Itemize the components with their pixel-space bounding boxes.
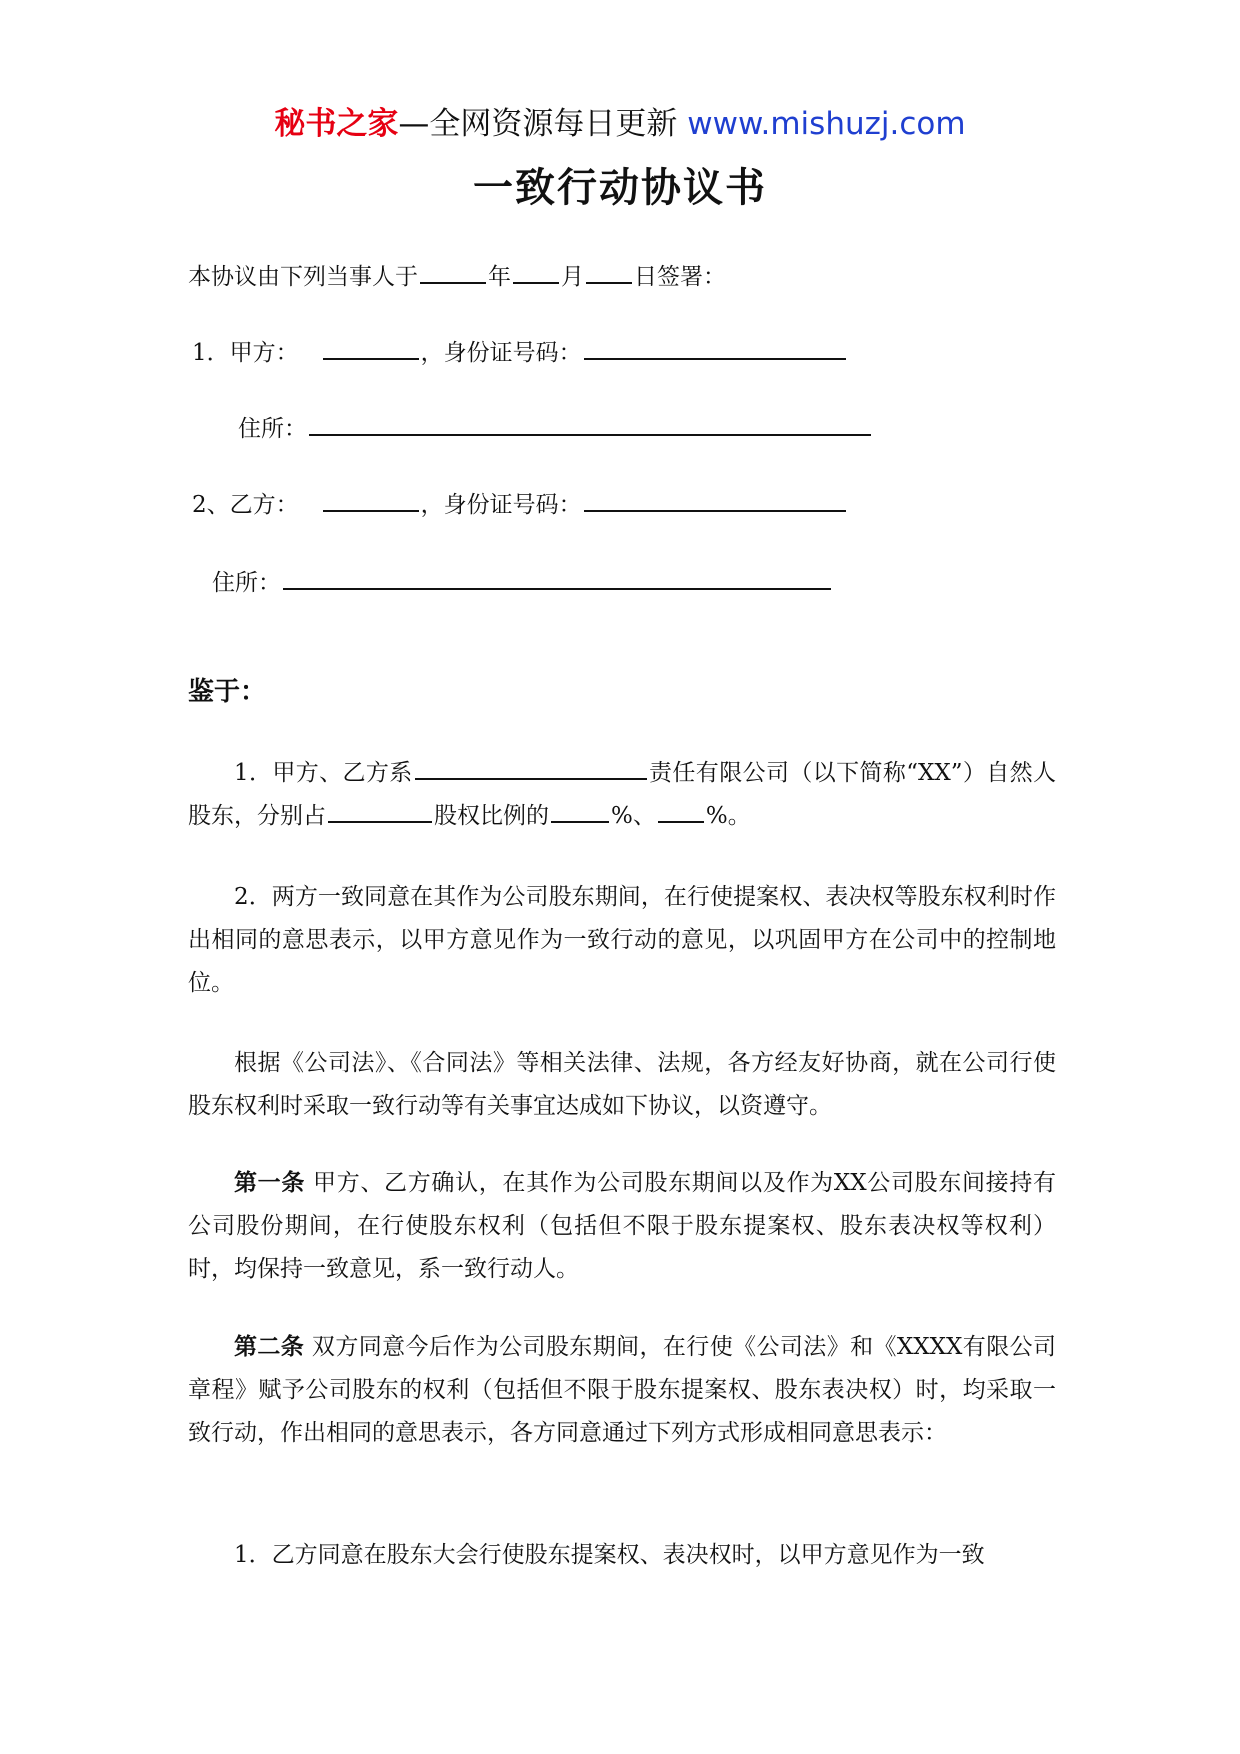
party-b-label: 2、乙方： [192,492,299,518]
article-1-text: 甲方、乙方确认，在其作为公司股东期间以及作为XX公司股东间接持有公司股份期间，在行使股东权利（包括但不限于股东提案权、股东表决权等权利）时，均保持一致意见，系一致行动人。 [188,1170,1057,1282]
recital-2: 2．两方一致同意在其作为公司股东期间，在行使提案权、表决权等股东权利时作出相同的意思表示，以甲方意见作为一致行动的意见，以巩固甲方在公司中的控制地位。 [188,884,1056,996]
whereas-heading: 鉴于： [188,677,267,707]
month-blank [513,256,559,284]
party-b-line [192,484,848,525]
recital-1-part4: %、 [611,803,656,829]
party-a-id-label: ，身份证号码： [420,340,582,366]
article-2-label: 第二条 [234,1334,305,1360]
party-a-line [192,332,848,373]
party-b-address-label: 住所： [212,570,281,596]
year-label: 年 [488,264,511,290]
recital-1-part5: %。 [705,803,751,829]
share-blank [328,795,432,823]
banner-brand: 秘书之家 [274,106,399,142]
recital-1-part1: 1．甲方、乙方系 [234,760,413,786]
party-a-label: 1．甲方： [192,340,299,366]
banner-text: —全网资源每日更新 [398,106,688,142]
party-b-address-line [212,562,833,603]
document-title: 一致行动协议书 [473,165,767,211]
company-name-blank [415,752,647,780]
recital-1-part2: 责任有限公司（以下简称“XX”）自然人股东，分别占 [188,760,1056,829]
party-a-address-line [238,408,873,449]
article-1 [188,1162,1056,1291]
article-2-item-1: 1．乙方同意在股东大会行使股东提案权、表决权时，以甲方意见作为一致 [234,1542,985,1568]
day-blank [586,256,632,284]
banner-url-link[interactable]: www.mishuzj.com [687,106,966,142]
party-b-id-blank [584,484,846,512]
month-label: 月 [561,264,584,290]
recital-1-part3: 股权比例的 [434,803,549,829]
party-a-name-blank [323,332,419,360]
party-a-address-blank [309,408,871,436]
site-banner [0,100,1240,148]
article-1-label: 第一条 [234,1170,306,1196]
percent-a-blank [551,795,609,823]
recital-1 [188,752,1056,838]
party-a-id-blank [584,332,846,360]
year-blank [420,256,486,284]
party-b-address-blank [283,562,831,590]
party-b-id-label: ，身份证号码： [420,492,582,518]
party-a-address-label: 住所： [238,416,307,442]
party-b-name-blank [323,484,419,512]
signing-date-line [188,256,726,297]
intro-text: 本协议由下列当事人于 [188,264,418,290]
article-2 [188,1326,1056,1455]
article-2-text: 双方同意今后作为公司股东期间，在行使《公司法》和《XXXX有限公司章程》赋予公司股东的权利（包括但不限于股东提案权、股东表决权）时，均采取一致行动，作出相同的意思表示，各方同意通过下列方式形成相同意思表示： [188,1334,1056,1446]
day-label: 日签署： [634,264,726,290]
basis-paragraph: 根据《公司法》、《合同法》等相关法律、法规，各方经友好协商，就在公司行使股东权利时采取一致行动等有关事宜达成如下协议，以资遵守。 [188,1050,1056,1119]
percent-b-blank [658,795,704,823]
